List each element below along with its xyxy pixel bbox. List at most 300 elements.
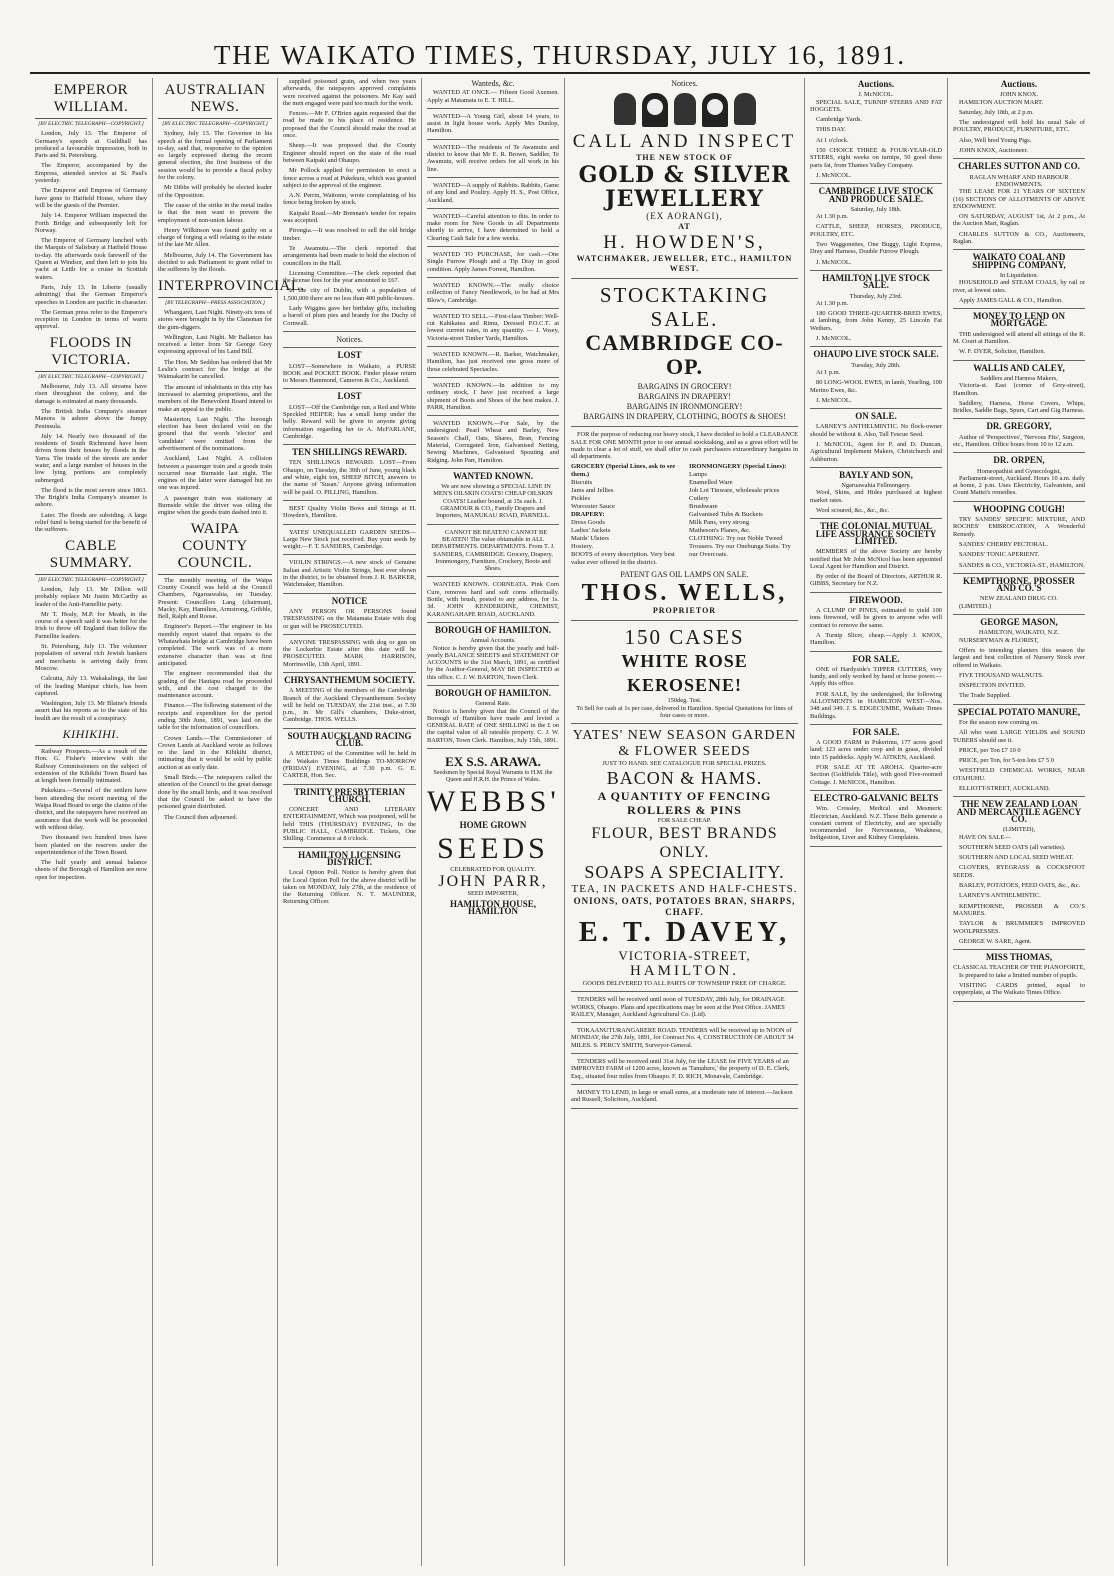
auction-line: CATTLE, SHEEP, HORSES, PRODUCE, POULTRY, ETC. [810, 223, 942, 238]
auction-line: SOUTHERN SEED OATS (all varieties). [959, 843, 1066, 851]
notice-heading: TEN SHILLINGS REWARD. [292, 447, 407, 458]
auction-line: THE undersigned will attend all sittings of the R. M. Court at Hamilton. [953, 330, 1085, 346]
parr-address: HAMILTON HOUSE, HAMILTON [449, 898, 537, 916]
iron-item: Lamps [689, 471, 707, 479]
auction-line: At 1.30 p.m. [816, 299, 849, 307]
kerosene: WHITE ROSE KEROSENE! [621, 651, 748, 696]
divider [571, 1022, 798, 1023]
wanted-known-text: We are now showing a SPECIAL LINE IN MEN'S OILSKIN COATS! CHEAP OILSKIN COATS! Leather bound, at 15s each. J. GRAMOUR & CO., Family Drapers and Importers, MANUKAU ROAD, PARNELL. [433, 483, 553, 520]
howden-subtitle: WATCHMAKER, JEWELLER, ETC., HAMILTON WEST. [576, 254, 793, 274]
divider [810, 467, 942, 468]
divider [283, 728, 416, 729]
section-title: KIHIKIHI. [35, 726, 147, 746]
auction-line: SOUTHERN AND LOCAL SEED WHEAT. [959, 854, 1074, 862]
notice-heading: CHRYSANTHEMUM SOCIETY. [284, 675, 415, 685]
article-paragraph: Fences.—Mr F. O'Brien again requested that the road be made to his place of residence. He proposed that the Council should make the road at once. [283, 110, 416, 140]
article-paragraph: A passenger train was stationary at Burnside while the driver was oiling the engine when the goods train dashed into it. [158, 494, 272, 517]
article-paragraph: Wellington, Last Night. Mr Ballance has received a letter from Sir George Grey expressing approval of his Land Bill. [158, 333, 272, 356]
notice-heading: HAMILTON LICENSING DISTRICT. [298, 849, 401, 867]
auction-line: Author of 'Perspectives', 'Nervous Fits', Surgeon, etc., Hamilton. Office hours from 10 to 12 a.m. [953, 433, 1085, 448]
section-dateline: [BY TELEGRAPH—PRESS ASSOCIATION.] [164, 299, 266, 306]
article-paragraph: Pirongia.—It was resolved to sell the old bridge timber. [283, 227, 416, 242]
column-3 [278, 78, 422, 1566]
divider [810, 651, 942, 652]
notice-text: VIOLIN STRINGS.—A new stock of Genuine Italian and Artistic Violin Strings, best ever shown in the district, to be obtained from J. R. BARKER, Watchmaker, Hamilton. [283, 559, 416, 589]
notice-heading: SOUTH AUCKLAND RACING CLUB. [287, 730, 412, 749]
divider [953, 501, 1085, 502]
divider [427, 108, 559, 109]
coop-text: FOR the purpose of reducing our heavy stock, I have decided to hold a CLEARANCE SALE FOR ONE MONTH prior to our annual stocktaking, and as a great effort will be made to clear a lot of stuff, we shall offer to cash purchasers extraordinary bargains in all departments. [571, 431, 798, 461]
auction-line: SANDES & CO., VICTORIA-ST., HAMILTON. [959, 561, 1085, 569]
divider [283, 634, 416, 635]
auction-line: At 1 p.m. [816, 368, 841, 376]
divider [953, 418, 1085, 419]
article-paragraph: July 14. Emperor William inspected the Forth Bridge and subsequently left for Norway. [35, 212, 147, 234]
webbs-warrant: Seedsmen by Special Royal Warrants to H.M. the Queen and H.R.H. the Prince of Wales. [433, 770, 553, 784]
divider [427, 346, 559, 347]
auction-sub: Ngaruawahia Fellmongery. [841, 482, 911, 490]
divider [427, 246, 559, 247]
auction-line: By order of the Board of Directors, ARTHUR R. GIBBS, Secretary for N.Z. [810, 573, 942, 588]
divider [283, 500, 416, 501]
notices-title: Notices. [671, 79, 698, 88]
auction-line: INSPECTION INVITED. [959, 682, 1026, 690]
article-paragraph: A.N. Perrin, Waitomo, wrote complaining of his fence being broken by stock. [283, 192, 416, 207]
divider [283, 784, 416, 785]
divider [427, 139, 559, 140]
column-7 [948, 78, 1090, 1566]
auction-heading: CHARLES SUTTON AND CO. [958, 161, 1080, 172]
article-paragraph: The half yearly and annual balance sheets of the Borough of Hamilton are now open for inspection. [35, 859, 147, 881]
auction-line: THE LEASE FOR 21 YEARS OF SIXTEEN (16) SECTIONS OF ALLOTMENTS OF ABOVE ENDOWMENT. [953, 188, 1085, 210]
auction-heading: Auctions. [1000, 79, 1038, 89]
auction-heading: FIREWOOD. [849, 594, 903, 605]
auction-line: Wool, Skins, and Hides purchased at highest market rates. [810, 489, 942, 504]
notice-text: LOST—Somewhere in Waikato, a PURSE BOOK and POCKET BOOK. Finder please return to Messrs Hammond, Cameron & Co., Auckland. [283, 362, 416, 385]
column-2 [153, 78, 305, 1566]
auction-line: BARLEY, POTATOES, FEED OATS, &c., &c. [959, 882, 1081, 890]
divider [571, 1053, 798, 1054]
auction-line: Cambridge Yards. [816, 116, 862, 124]
victoria-street: VICTORIA-STREET, [618, 947, 751, 963]
section-title: INTERPROVINCIAL. [158, 278, 272, 298]
section-dateline: [BY ELECTRIC TELEGRAPH—COPYRIGHT.] [38, 373, 144, 380]
cannot-be-beaten: CANNOT BE BEATEN! CANNOT BE BEATEN! The value obtainable in ALL DEPARTMENTS. DEPARTMENTS. From T. J. SANDERS, CAMBRIDGE. Grocery, Drapery, Ironmongery, Furniture, Crockery, Boots and Shoes. [431, 528, 555, 573]
article-paragraph: Engineer's Report.—The engineer in his monthly report stated that repairs to the Whatawhata bridge at Cambridge have been completed. The work was of a more extensive character than was at first anticipated. [158, 623, 272, 667]
article-paragraph: Mr Pollock applied for permission to erect a fence across a road at Pukekura, which was granted subject to the approval of the engineer. [283, 167, 416, 189]
notice-heading: LOST [337, 350, 362, 361]
wanted-ad: WANTED KNOWN.—In addition to my ordinary stock, I have just received a large shipment of Boots and Shoes of the best makes. J. PARR, Hamilton. [427, 381, 559, 411]
article-paragraph: The monthly meeting of the Waipa County Council was held at the Council Chambers, Ngaruawahia, on Tuesday. Present: Councillors Lang (chairman), Macky, Kay, Hamilton, Armstrong, Gribble, Bell, Ralph and Roose. [158, 576, 272, 621]
divider [283, 554, 416, 555]
auction-line: 180 GOOD THREE-QUARTER-BRED EWES, at lambing, from John Kenny, 25 Lincoln Fat Wethers. [810, 310, 942, 332]
divider [427, 177, 559, 178]
auction-sub: Saddlers and Harness Makers, [980, 374, 1058, 382]
borough-text: Notice is hereby given that the Council of the Borough of Hamilton have made and levied a GENERAL RATE of ONE SHILLING in the £ on the capital value of all rateable property. C. J. W. BARTON, Town Clerk. Hamilton, July 15th, 1891. [427, 707, 559, 744]
auction-line: Victoria-st. East (corner of Grey-street), Hamilton. [953, 382, 1085, 397]
yates-seeds: YATES' NEW SEASON GARDEN & FLOWER SEEDS [572, 728, 797, 760]
trophy-icon [734, 93, 756, 125]
divider [283, 847, 416, 848]
drapery-item: Dress Goods [571, 519, 605, 527]
iron-item: Matheson's Planes, &c. [689, 527, 751, 535]
drapery-item: Hosiery. [571, 543, 594, 551]
gold-silver-jewellery: GOLD & SILVER JEWELLERY [578, 162, 791, 213]
at-word: AT [678, 222, 691, 232]
article-paragraph: Masterton, Last Night. The borough election has been declared void on the ground that the words 'elector' and 'candidate' were omitted from the advertisement of the nominations. [158, 415, 272, 452]
cases-count: 150 CASES [624, 625, 745, 650]
article-paragraph: Kaipaki Road.—Mr Brennan's tender for repairs was accepted. [283, 209, 416, 225]
soaps: SOAPS A SPECIALITY. [584, 861, 785, 882]
article-paragraph: Sheep.—It was proposed that the County Engineer should report on the state of the road between Kaipaki and Ohaupo. [283, 142, 416, 164]
grocery-item: Biscuits [571, 479, 593, 487]
divider [810, 346, 942, 347]
article-paragraph: Mr Dibbs will probably be elected leader of the Opposition. [158, 184, 272, 199]
article-paragraph: Two thousand two hundred trees have been planted on the reserves under the superintendence of the Town Board. [35, 834, 147, 856]
auction-line: WESTFIELD CHEMICAL WORKS, NEAR OTAHUHU. [953, 767, 1085, 782]
notice-text: LOST—Off the Cambridge run, a Red and White Speckled HEIFER; has a small lump under the belly. Reward will be given to anyone giving information regarding her to A. McFARLANE, Cambridge. [283, 403, 416, 440]
fencing-rollers: A QUANTITY OF FENCING ROLLERS & PINS [597, 788, 772, 817]
auction-line: A CLUMP OF PINES, estimated to yield 100 tons firewood, will be given to anyone who will contract to remove the same. [810, 607, 942, 629]
yates-sub: JUST TO HAND. SEE CATALOGUE FOR SPECIAL PRIZES. [602, 760, 767, 768]
auction-line: At 1.30 p.m. [816, 213, 849, 221]
seed-importer: SEED IMPORTER, [467, 890, 519, 898]
auction-line: Also, Well bred Young Pigs. [959, 136, 1032, 144]
tender-notice: TENDERS will be received until 31st July, for the LEASE for FIVE YEARS of an IMPROVED FARM of 1200 acres, known as 'Tamahere,' the property of D. E. Clerk, Esq., situated four miles from Ohaupo. F. D. RICH, Monavale, Cambridge. [571, 1058, 790, 1080]
borough-heading: BOROUGH OF HAMILTON. [435, 688, 551, 698]
corneata-ad: WANTED KNOWN. CORNEATA. Pink Corn Cure, removes hard and soft corns effectually. Bottle, with brush, posted to any address, for 1s. 3d. JOHN KENDERDINE, CHEMIST, KARANGAHAPE ROAD, AUCKLAND. [427, 581, 559, 618]
boots-text: BOOTS of every description. Very best value ever offered in the district. [571, 551, 675, 567]
auction-line: Wm. Crossley, Medical and Mesmeric Electrician, Auckland. N.Z. These Belts generate a constant current of Electricity, and are specially recommended for Nervousness, Weakness, Indigestion, Liver and Kidney Complaints. [810, 805, 942, 842]
divider [427, 468, 559, 469]
divider [427, 524, 559, 525]
auction-heading: KEMPTHORNE, PROSSER AND CO.'S [962, 575, 1075, 594]
divider [427, 748, 559, 749]
notice-heading: NOTICE [331, 595, 368, 606]
auction-line: Parliament-street, Auckland. Hours 10 a.m. daily at home, 2 p.m. Uses Electricity, Galvanism, and Count Mattei's remedies. [953, 474, 1085, 497]
auction-line: ELLIOTT-STREET, AUCKLAND. [959, 785, 1051, 793]
ironmongery-head: IRONMONGERY (Special Lines): [689, 463, 787, 471]
article-paragraph: The Council then adjourned. [164, 813, 238, 821]
fencing-sub: FOR SALE CHEAP. [657, 816, 712, 824]
grocery-item: Pickles [571, 495, 591, 503]
auction-heading: SPECIAL POTATO MANURE, [957, 706, 1081, 717]
divider [427, 277, 559, 278]
wanted-known-heading: WANTED KNOWN. [452, 470, 533, 481]
notice-text: TEN SHILLINGS REWARD. LOST—From Ohaupo, on Tuesday, the 30th of June, young black and white, eight ton, SHEEP BITCH, answers to the name of 'Susan.' Anyone giving information will be paid. O. PILLING, Hamilton. [283, 459, 416, 496]
article-paragraph: Paris, July 13. In Liberte (usually admiring) that the German Emperor's speeches in London are pacific in character. [35, 283, 147, 306]
article-paragraph: London, July 13. Mr Dillon will probably replace Mr Justin McCarthy as leader of the Anti-Parnellite party. [35, 585, 147, 608]
delivered: GOODS DELIVERED TO ALL PARTS OF TOWNSHIP FREE OF CHARGE. [582, 979, 787, 987]
divider [810, 790, 942, 791]
section-title: CABLE SUMMARY. [35, 538, 147, 575]
divider [953, 158, 1085, 159]
article-paragraph: July 14. Nearly two thousand of the residents of South Richmond have been driven from their houses by floods in the Yarra. The inside of the streets are under water, and a large number of houses in the low lying portions are completely submerged. [35, 432, 147, 484]
auction-heading: FOR SALE. [852, 726, 900, 737]
auction-line: THIS DAY. [816, 126, 846, 134]
article-paragraph: The engineer recommended that the grading of the Hautapu road be proceeded with, and the cost charged to the maintenance account. [158, 670, 272, 700]
auction-heading: WALLIS AND CALEY, [973, 362, 1065, 373]
divider [953, 360, 1085, 361]
divider [427, 208, 559, 209]
section-title: EMPEROR WILLIAM. [35, 82, 147, 119]
bargain-line: BARGAINS IN DRAPERY! [638, 392, 731, 402]
auction-sub: CLASSICAL TEACHER OF THE PIANOFORTE, [953, 964, 1085, 972]
article-paragraph: The Emperor of Germany lunched with the Marquis of Salisbury at Hatfield House to-day. He afterwards took farewell of the Queen at Windsor, and then left to join his yacht at Leith for a cruise in Scottish waters. [35, 237, 147, 281]
auction-heading: Auctions. [857, 79, 895, 89]
divider [953, 573, 1085, 574]
ex-arawa: EX S.S. ARAWA. [445, 754, 541, 770]
auction-sub: RAGLAN WHARF AND HARBOUR ENDOWMENTS. [969, 173, 1069, 188]
home-grown: HOME GROWN [459, 819, 527, 830]
wanted-ad: WANTED—A Young Girl, about 14 years, to assist in light house work. Apply Mrs Dunlop, Hamilton. [427, 112, 559, 135]
clothing-text: CLOTHING: Try our Noble Tweed Trousers. Try our Onehunga Suits. Try our Overcoats. [689, 535, 791, 559]
auction-line: CLOVERS, RYEGRASS & COCKSFOOT SEEDS. [953, 864, 1085, 879]
auction-line: W. F. DYER, Solicitor, Hamilton. [959, 348, 1046, 356]
article-paragraph: Later. The floods are subsiding. A large relief fund is being started for the benefit of the sufferers. [35, 511, 147, 534]
divider [427, 377, 559, 378]
article-paragraph: The flood is the most severe since 1863. The Bright's India Company's steamer is ashore. [35, 486, 147, 509]
auction-sub: J. McNICOL. [858, 91, 894, 99]
auction-heading: WHOOPING COUGH! [973, 503, 1065, 514]
divider [810, 592, 942, 593]
auction-line: J. McNICOL. [816, 396, 852, 404]
auction-line: J. McNICOL. [816, 171, 852, 179]
auction-line: HOUSEHOLD and STEAM COALS, by rail or river, at lowest rates. [953, 279, 1085, 294]
auction-sub: Saturday, July 18th. [850, 205, 902, 213]
section-title: FLOODS IN VICTORIA. [35, 335, 147, 372]
article-paragraph: Finance.—The following statement of the receipts and expenditure for the period ending 30th June, 1891, was laid on the table for the information of councillors. [158, 702, 272, 732]
column-6 [805, 78, 948, 1566]
notice-text: BEST Quality Violin Bows and Strings at H. Howden's, Hamilton. [283, 504, 416, 520]
davey: E. T. DAVEY, [578, 916, 791, 948]
auction-line: NURSERYMAN & FLORIST, [959, 636, 1039, 644]
auction-line: TAYLOR & BRUMMER'S IMPROVED WOOLPRESSES. [953, 920, 1085, 935]
iron-item: Job Lot Tinware, wholesale prices [689, 487, 780, 495]
seeds-title: SEEDS [437, 831, 549, 865]
article-paragraph: Auckland, Last Night. A collision between a passenger train and a goods train occurred near Burnside last night. The engines of the latter were damaged but no one was injured. [158, 455, 272, 492]
divider [953, 308, 1085, 309]
auction-line: FOR SALE AT TE AROHA. Quarter-acre Section (Goldfields Title), with good Five-roomed Cottage. J. McNICOL, Hamilton. [810, 764, 942, 786]
article-paragraph: Licensing Committee.—The clerk reported that the license fees for the year amounted to £67. [283, 269, 416, 285]
wanted-ad: WANTED TO SELL.—First-class Timber: Well-cut Kahikatea and Rimu, Dressed P.O.C.T. at lowest current rates, in any quantity. — J. Vosey, Victoria-street Timber Yards, Hamilton. [427, 312, 559, 342]
article-paragraph: The Hon. Mr Seddon has ordered that Mr Leslie's contract for the bridge at the Waimakariri be cancelled. [158, 358, 272, 381]
auction-line: A Turnip Slicer, cheap.—Apply J. KNOX, Hamilton. [810, 631, 942, 647]
bargains-line: BARGAINS IN DRAPERY, CLOTHING, BOOTS & SHOES! [583, 412, 786, 422]
new-stock: THE NEW STOCK OF [636, 153, 733, 163]
article-paragraph: Whangarei, Last Night. Ninety-six tons of stores were brought in by the Clansman for the gum-diggers. [158, 308, 272, 331]
clock-icon [642, 93, 668, 127]
article-paragraph: London, July 13. The Emperor of Germany's speech at Guildhall has produced a favourable impression, both in Paris and St. Petersburg. [35, 130, 147, 160]
auction-line: J. McNICOL, Agent for P. and D. Duncan, Agricultural Implement Makers, Christchurch and Ashburton. [810, 440, 942, 463]
auction-line: For the season now coming on. [959, 719, 1039, 726]
divider [953, 704, 1085, 705]
article-paragraph: The German press refer to the Emperor's reception in London in terms of warm approval. [35, 308, 147, 331]
auction-line: SANDES' TONIC APERIENT. [959, 551, 1040, 559]
auction-heading: FOR SALE. [852, 653, 900, 664]
drapery-head: DRAPERY: [571, 511, 605, 519]
section-dateline: [BY ELECTRIC TELEGRAPH—COPYRIGHT.] [162, 121, 268, 127]
auction-line: HAVE ON SALE— [959, 833, 1011, 841]
auction-sub: JOHN KNOX. [1000, 91, 1038, 99]
article-paragraph: Sydney, July 13. The Governor in his speech at the formal opening of Parliament to-day, said that, responsive to the opinion so largely expressed during the recent general election, the first business of the session would be to provide a fiscal policy for the colony. [158, 130, 272, 182]
divider [953, 614, 1085, 615]
article-paragraph: Crown Lands.—The Commissioner of Crown Lands at Auckland wrote as follows re the land in the Kihikihi district, intimating that it would be sold by public auction at an early date. [158, 734, 272, 771]
kerosene-sub: 150deg. Test. [667, 697, 702, 705]
notice-text: YATES' UNEQUALLED GARDEN SEEDS—Large New Stock just received. Buy your seeds by weight.—F. T. SANDERS, Cambridge. [283, 528, 416, 551]
auction-heading: WAIKATO COAL AND SHIPPING COMPANY, [972, 252, 1066, 270]
stocktaking-sale: STOCKTAKING SALE. [599, 283, 770, 332]
auction-line: PRICE, per Ton £7 10 0 [959, 746, 1021, 754]
auction-line: J. McNICOL. [816, 258, 852, 266]
divider [283, 347, 416, 348]
notice-text: CONCERT AND LITERARY ENTERTAINMENT, Which was postponed, will be held THIS (THURSDAY) EVENING, In the PUBLIC HALL, CAMBRIDGE. Tickets, One Shilling. Commence at 8 o'clock. [283, 806, 416, 843]
borough-text: Notice is hereby given that the yearly and half-yearly BALANCE SHEETS and STATEMENT OF ACCOUNTS to the 31st March, 1891, as certified by the Auditor-General, MAY BE INSPECTED at this office. C. J. W. BARTON, Town Clerk. [427, 644, 559, 681]
patent-lamps: PATENT GAS OIL LAMPS ON SALE. [620, 570, 749, 580]
celebrated: CELEBRATED FOR QUALITY. [450, 865, 536, 873]
divider [810, 846, 942, 847]
tender-notice: TENDERS will be received until noon of TUESDAY, 28th July, for DRAINAGE WORKS, Ohaupo. Plans and specifications may be seen at the Post Office. JAMES RAILEY, Manager, Auckland Agricultural Co. (Ltd). [571, 996, 785, 1018]
auction-line: All who want LARGE YIELDS and SOUND TUBERS should use it. [953, 729, 1085, 744]
article-paragraph: The British India Company's steamer Manora is ashore above the Jumpy Peninsula. [35, 407, 147, 430]
divider [427, 576, 559, 577]
auction-heading: CAMBRIDGE LIVE STOCK AND PRODUCE SALE. [818, 186, 934, 204]
iron-item: Enamelled Ware [689, 479, 733, 487]
grocery-item: Worcester Sauce [571, 503, 615, 511]
auction-heading: THE COLONIAL MUTUAL LIFE ASSURANCE SOCIETY LIMITED. [815, 521, 937, 546]
divider [427, 415, 559, 416]
auction-line: JOHN KNOX, Auctioneer. [959, 147, 1028, 155]
auction-heading: DR. GREGORY, [986, 421, 1052, 432]
auction-heading: MISS THOMAS, [985, 952, 1053, 963]
jewellery-illustration [571, 93, 798, 127]
auction-line: At 1 o'clock. [816, 136, 849, 144]
auction-heading: THE NEW ZEALAND LOAN AND MERCANTILE AGENCY CO. [956, 799, 1082, 824]
thos-wells: THOS. WELLS, [581, 580, 788, 607]
auction-line: MEMBERS of the above Society are hereby notified that Mr John McNicol has been appointed Local Agent for Hamilton and District. [810, 548, 942, 570]
section-title: WAIPA COUNTY COUNCIL. [158, 521, 272, 575]
auction-line: SPECIAL SALE, TURNIP STEERS AND FAT HOGGETS. [810, 98, 942, 113]
call-and-inspect: CALL AND INSPECT [572, 131, 797, 153]
divider [283, 524, 416, 525]
auction-heading: MONEY TO LEND ON MORTGAGE. [972, 311, 1066, 329]
article-paragraph: Henry Wilkinson was found guilty on a charge of forging a will relating to the estate of the late Mr Allen. [158, 226, 272, 249]
article-paragraph: Melbourne, July 14. The Government has decided to ask Parliament to grant relief to the sufferers by the floods. [158, 251, 272, 274]
auction-line: Saddlery, Harness, Horse Covers, Whips, Bridles, Saddle Bags, Spurs, Cart and Gig Harness. [953, 399, 1085, 415]
column-1 [30, 78, 153, 1566]
divider [283, 593, 416, 594]
auction-line: Apply JAMES GALL & CO., Hamilton. [959, 296, 1063, 304]
article-paragraph: The Emperor, accompanied by the Empress, attended service at St. Paul's yesterday. [35, 162, 147, 185]
coop-departments [571, 463, 798, 567]
auction-line: Saturday, July 18th, at 2 p.m. [959, 108, 1034, 116]
auction-heading: HAMILTON LIVE STOCK SALE. [822, 272, 930, 291]
article-paragraph: Calcutta, July 13. Wakakalinga, the last of the leading Manipur chiefs, has been captured. [35, 675, 147, 697]
column-4 [422, 78, 565, 1566]
auction-line: CHARLES SUTTON & CO., Auctioneers, Raglan. [953, 230, 1085, 246]
article-paragraph: The cause of the strike in the metal trades is that the men want to prevent the employment of non-union labour. [158, 201, 272, 224]
auction-line: 150 CHOICE THREE & FOUR-YEAR-OLD STEERS, eight weeks on turnips, 50 good three parts fat, from Thames Valley Company. [810, 147, 942, 169]
auction-line: Offers to intending planters this season the largest and best collection of Nursery Stock ever offered in Waikato. [953, 646, 1085, 669]
grocery-item: Jams and Jellies [571, 487, 614, 495]
borough-heading: BOROUGH OF HAMILTON. [435, 624, 551, 635]
divider [283, 388, 416, 389]
article-paragraph: St. Petersburg, July 13. The volunteer population of several rich Jewish bankers and merchants is arriving daily from Moscow. [35, 643, 147, 672]
notice-text: ANYONE TRESPASSING with dog or gun on the Lockerbie Estate after this date will be PROSECUTED. MARK HARRISON, Morrinsville, 13th April, 1891. [283, 638, 416, 668]
auction-heading: DR. ORPEN, [993, 455, 1045, 466]
notice-text: ANY PERSON OR PERSONS found TRESPASSING on the Matamata Estate with dog or gun will be PROSECUTED. [283, 607, 416, 630]
wanteds-title: Wanteds, &c. [471, 79, 515, 88]
divider [953, 949, 1085, 950]
tenders-list [571, 996, 798, 1108]
auction-sub: Thursday, July 23rd. [849, 292, 903, 300]
iron-item: Milk Pans, very strong [689, 519, 750, 527]
bacon-hams: BACON & HAMS. [606, 767, 763, 788]
divider [810, 724, 942, 725]
wanted-ad: WANTED KNOWN.—For Sale, by the undersigned: Pearl Wheat and Barley, New Season's Chaff, Oats, Shares, Bran, Fencing Material, Corrugated Iron, Galvanised Netting, Sewing Machines, Galvanised Spouting and Ridging. John Parr, Hamilton. [427, 420, 559, 464]
wanted-ad: WANTED AT ONCE.— Fifteen Good Axemen. Apply at Matamata to E. T. HILL. [427, 89, 559, 104]
auction-line: VISITING CARDS printed, equal to copperplate, at The Waikato Times Office. [953, 982, 1085, 997]
auction-line: (LIMITED.) [959, 602, 992, 610]
divider [810, 408, 942, 409]
proprietor: PROPRIETOR [652, 606, 717, 616]
section-dateline: [BY ELECTRIC TELEGRAPH—COPYRIGHT.] [38, 576, 144, 583]
wanted-ad: WANTED—Careful attention to this. In order to make room for New Goods in all Departments shortly to arrive, I have determined to hold a Clearing Cash Sale for a few weeks. [427, 212, 559, 242]
iron-item: Cutlery [689, 495, 709, 503]
onions: ONIONS, OATS, POTATOES BRAN, SHARPS, CHAFF. [573, 895, 796, 917]
divider [953, 1001, 1085, 1002]
auction-line: Is prepared to take a limited number of pupils. [959, 971, 1078, 979]
divider [427, 685, 559, 686]
divider [427, 622, 559, 623]
drapery-item: Ladies' Jackets [571, 527, 611, 535]
wanted-ad: WANTED TO PURCHASE, for cash.—One Single Furrow Plough and a Tip Dray in good condition. Apply James Forrest, Hamilton. [427, 251, 559, 273]
auction-sub: Tuesday, July 28th. [851, 361, 901, 369]
bargain-line: BARGAINS IN GROCERY! [637, 382, 732, 392]
section-dateline: [BY ELECTRIC TELEGRAPH—COPYRIGHT.] [38, 121, 144, 127]
auction-line: FOR SALE, by the undersigned, the following ALLOTMENTS in HAMILTON WEST—Nos. 348 and 349. J. S. EDGECUMBE, Waikato Times Buildings. [810, 690, 942, 720]
auction-line: Wool scoured, &c., &c., &c. [816, 507, 889, 515]
kerosene-text: To Sell for cash at 1s per case, delivered in Hamilton. Special Quotations for lines of four cases or more. [576, 704, 793, 720]
auction-line: GEORGE W. SARE, Agent. [959, 937, 1032, 945]
trophy-icon [614, 93, 636, 125]
flour: FLOUR, BEST BRANDS ONLY. [591, 824, 778, 861]
tender-notice: TOKAANUTURANGARERE ROAD. TENDERS will be received up to NOON of MONDAY, the 27th July, 1891, for Contract No. 4, CONSTRUCTION OF ABOUT 34 MILES. S. PERCY SMITH, Surveyor-General. [571, 1027, 794, 1049]
divider [427, 308, 559, 309]
article-paragraph: Lady Wiggins gave her birthday gifts, including a barrel of plum pies and brandy for the Duchy of Cornwall. [283, 305, 416, 327]
divider [810, 518, 942, 519]
section-title: AUSTRALIAN NEWS. [158, 82, 272, 119]
bargain-line: BARGAINS IN IRONMONGERY! [626, 402, 743, 412]
auction-sub: In Liquidation. [999, 271, 1039, 279]
auction-sub: NEW ZEALAND DRUG CO. [980, 595, 1058, 603]
notice-heading: TRINITY PRESBYTERIAN CHURCH. [294, 786, 405, 804]
article-paragraph: Railway Prospects.—As a result of the Hon. G. Fisher's interview with the Railway Commissioners on the subject of extension of the Kihikihi Town Board has at length been formally intimated. [35, 748, 147, 785]
divider [953, 249, 1085, 250]
column-5-jewellery-ad [565, 78, 805, 1566]
divider [571, 1084, 798, 1085]
wanted-ad: WANTED—The residents of Te Awamutu and district to know that Mr E. R. Brown, Saddler, Te Awamutu, will receive orders for all work in his line. [427, 143, 559, 173]
auction-line: ON SATURDAY, AUGUST 1st, At 2 p.m., At the Auction Mart, Raglan. [953, 213, 1085, 228]
article-paragraph: Pukekura.—Several of the settlers have been attending the recent meeting of the Waipa Road Board to urge the claims of the district, and the ratepayers have received an assurance that the work will be proceeded with without delay. [35, 787, 147, 831]
vase-icon [674, 93, 696, 125]
john-parr: JOHN PARR, [438, 873, 548, 891]
auction-line: A GOOD FARM in Pukerimu, 177 acres good land; 123 acres under crop and in grass, divided into 15 paddocks. Apply W. AITKEN, Auckland. [810, 739, 942, 761]
divider [953, 796, 1085, 797]
auction-line: The Trade Supplied. [959, 692, 1012, 700]
auction-line: J. McNICOL. [816, 335, 852, 343]
divider [810, 270, 942, 271]
